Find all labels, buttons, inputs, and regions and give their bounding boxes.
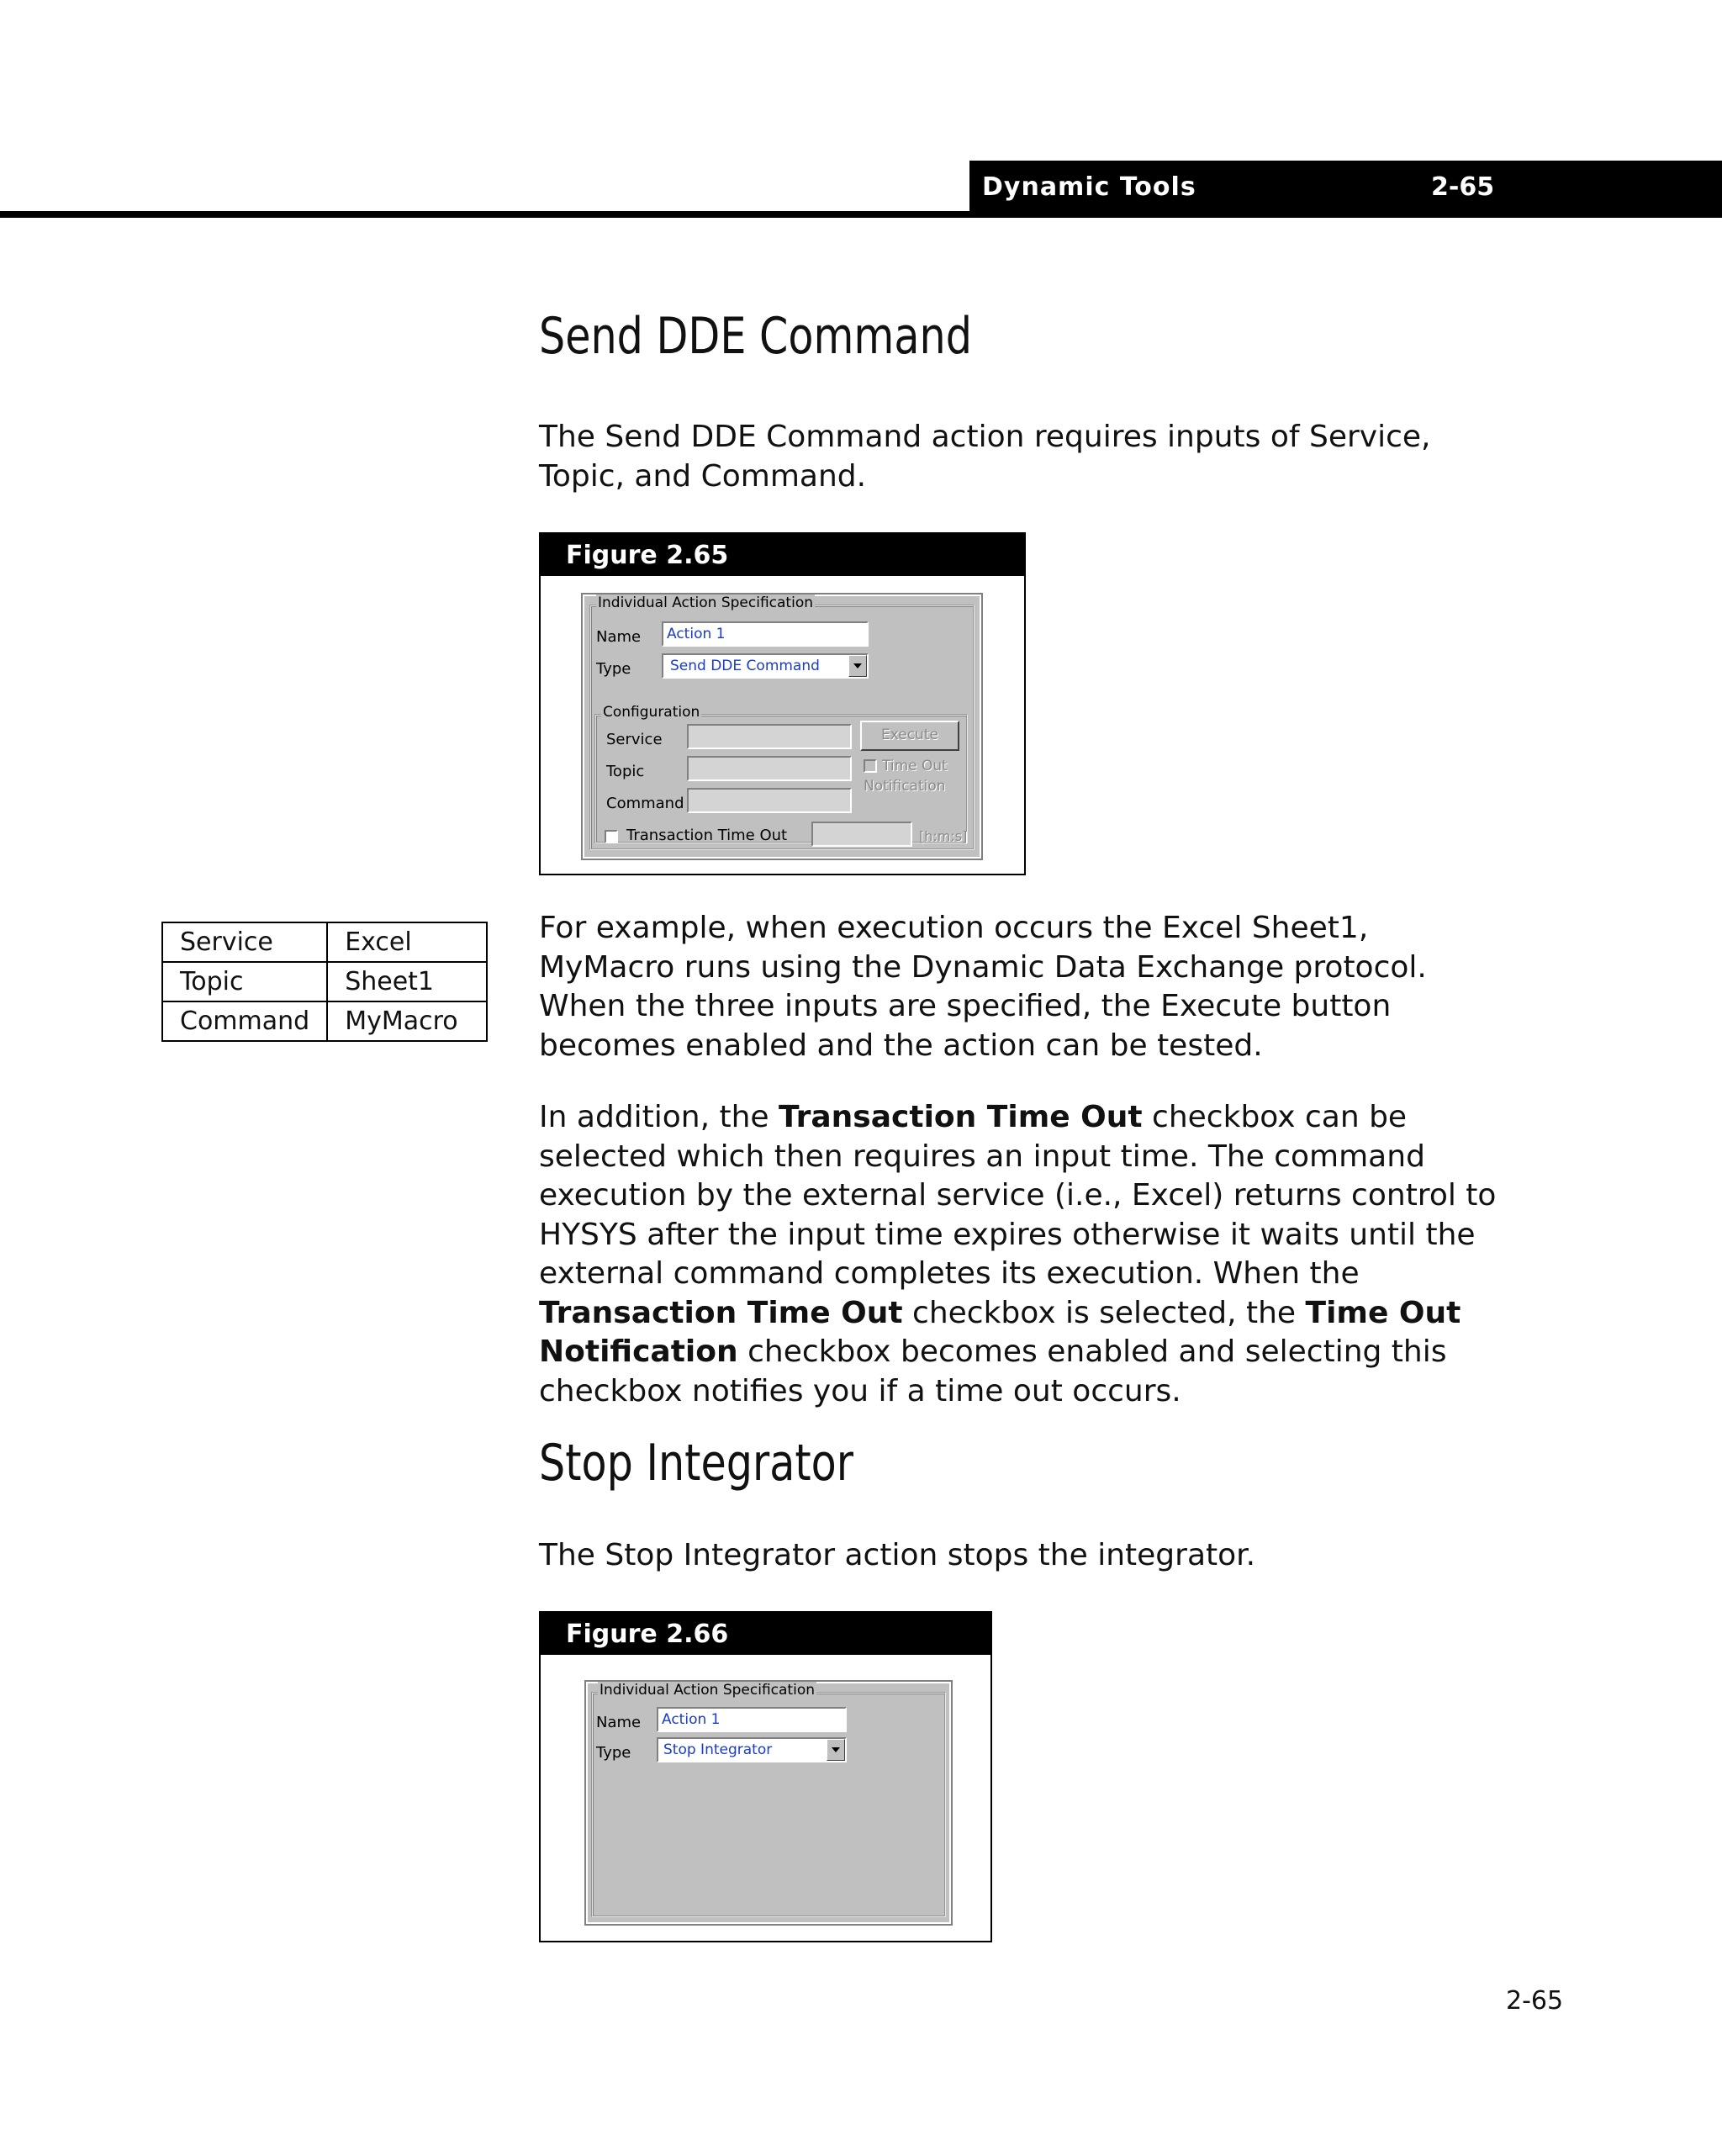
table-row (162, 962, 487, 1001)
figure-caption-bar (541, 1613, 990, 1655)
individual-action-group (591, 1682, 946, 1917)
header-title: Dynamic Tools (982, 172, 1196, 202)
group-title: Individual Action Specification (600, 1682, 815, 1699)
transaction-timeout-label: Transaction Time Out (626, 827, 788, 844)
figure-caption: Figure 2.65 (566, 541, 729, 570)
para2-text-1: In addition, the (539, 1100, 779, 1134)
timeout-notification-checkbox[interactable] (864, 759, 877, 773)
chevron-down-icon[interactable] (848, 655, 867, 677)
timeout-notification-label-2: Notification (864, 778, 946, 795)
footer-page-number: 2-65 (1506, 1986, 1564, 2016)
name-label: Name (596, 1714, 642, 1731)
action-spec-dialog (583, 594, 981, 859)
figure-caption-bar (541, 534, 1024, 576)
para2-text-2: checkbox can be selected which then requires an input time. The command execution by the external service (i.e., Excel) returns control to HYSYS after the input time expires otherwise it waits until the external command completes its execution. When the (539, 1100, 1497, 1291)
header-page-number: 2-65 (1431, 172, 1495, 202)
topic-field[interactable] (687, 756, 852, 781)
type-select[interactable] (662, 653, 869, 679)
para2-bold-2: Transaction Time Out (539, 1295, 903, 1330)
figure-2-66 (539, 1611, 992, 1942)
topic-label: Topic (606, 763, 645, 780)
execute-button[interactable]: Execute (860, 721, 959, 751)
intro-send-dde: The Send DDE Command action requires inputs of Service, Topic, and Command. (539, 420, 1431, 494)
table-cell-key: Command (162, 1001, 327, 1041)
intro-stop-integrator: The Stop Integrator action stops the integrator. (539, 1538, 1256, 1572)
type-label: Type (596, 660, 631, 678)
timeout-notification-label-1: Time Out (882, 758, 948, 774)
table-row (162, 1001, 487, 1041)
action-spec-dialog (586, 1682, 951, 1924)
name-field[interactable] (662, 621, 869, 647)
table-cell-key: Service (162, 922, 327, 962)
para2-bold-3: Time Out Notification (539, 1295, 1461, 1369)
configuration-title: Configuration (603, 704, 700, 721)
table-cell-value: Sheet1 (327, 962, 487, 1001)
para2-bold-1: Transaction Time Out (779, 1100, 1143, 1134)
service-label: Service (606, 731, 663, 748)
name-label: Name (596, 628, 642, 646)
individual-action-group (589, 594, 975, 850)
name-field[interactable] (657, 1707, 847, 1732)
table-cell-value: MyMacro (327, 1001, 487, 1041)
figure-caption: Figure 2.66 (566, 1620, 729, 1649)
side-table (161, 922, 488, 1042)
command-label: Command (606, 795, 684, 812)
section-heading-send-dde: Send DDE Command (539, 307, 972, 366)
table-cell-key: Topic (162, 962, 327, 1001)
timeout-time-field[interactable] (811, 822, 912, 847)
para2-text-4: checkbox becomes enabled and selecting this checkbox notifies you if a time out occurs. (539, 1334, 1447, 1408)
units-label: [h:m:s] (919, 828, 968, 844)
para2-text-3: checkbox is selected, the (902, 1295, 1306, 1330)
transaction-timeout-checkbox[interactable] (605, 830, 618, 843)
service-field[interactable] (687, 724, 852, 749)
type-value: Send DDE Command (670, 658, 820, 674)
paragraph-example: For example, when execution occurs the Excel Sheet1, MyMacro runs using the Dynamic Data Exchange protocol. When the three inputs are specified, the Execute button becomes enabled and the action can be tested. (539, 911, 1427, 1063)
figure-2-65 (539, 532, 1026, 875)
type-select[interactable] (657, 1737, 847, 1762)
section-heading-stop-integrator: Stop Integrator (539, 1434, 853, 1493)
command-field[interactable] (687, 788, 852, 813)
paragraph-transaction-timeout (539, 1098, 1506, 1411)
chevron-down-icon[interactable] (827, 1739, 845, 1761)
group-title: Individual Action Specification (598, 594, 813, 611)
type-value: Stop Integrator (663, 1741, 773, 1758)
type-label: Type (596, 1744, 631, 1762)
name-value: Action 1 (662, 1711, 721, 1728)
table-cell-value: Excel (327, 922, 487, 962)
name-value: Action 1 (667, 626, 726, 642)
table-row (162, 922, 487, 962)
